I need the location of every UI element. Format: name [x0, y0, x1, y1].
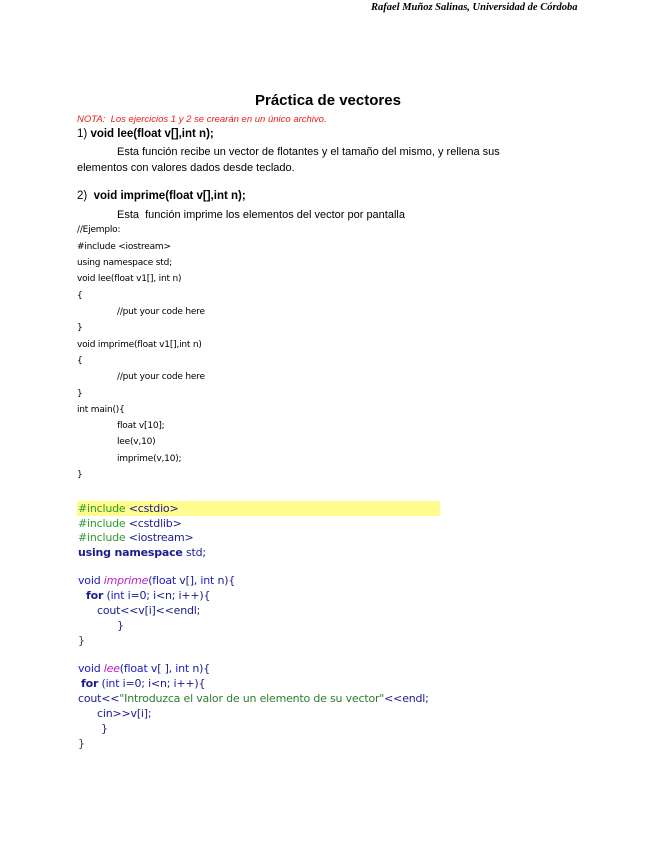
- exercise-2-desc-line1: Esta función imprime los elementos del vector por pantalla: [117, 209, 405, 221]
- example-line: {: [77, 291, 83, 301]
- example-line: //put your code here: [117, 372, 205, 382]
- code-line-include-cstdio: [78, 502, 178, 515]
- code-token: <cstdlib>: [125, 517, 182, 530]
- example-line: //put your code here: [117, 307, 205, 317]
- code-line-imprime-signature: [78, 574, 235, 587]
- code-token: int: [200, 574, 215, 587]
- code-token: n){: [214, 574, 236, 587]
- code-token: float: [152, 574, 177, 587]
- example-line: #include <iostream>: [77, 242, 171, 252]
- exercise-1-desc-line2: elementos con valores dados desde teclado.: [77, 162, 295, 174]
- code-token: #include: [78, 502, 126, 515]
- note: NOTA: Los ejercicios 1 y 2 se crearán en un único archivo.: [77, 114, 327, 125]
- code-token: for: [81, 677, 99, 690]
- code-token: void: [78, 662, 104, 675]
- code-token: for: [86, 589, 104, 602]
- code-token: imprime: [103, 574, 149, 587]
- exercise-2-number: 2): [77, 190, 88, 202]
- code-token: (: [119, 662, 124, 675]
- example-line: }: [77, 323, 83, 333]
- example-line: void imprime(float v1[],int n): [77, 340, 202, 350]
- code-token: int: [110, 589, 125, 602]
- code-token: i=0; i<n; i++){: [119, 677, 206, 690]
- code-token: #include: [78, 517, 126, 530]
- code-line-include-iostream: [78, 531, 194, 544]
- exercise-2-signature: void imprime(float v[],int n);: [93, 190, 246, 202]
- example-line: imprime(v,10);: [117, 454, 182, 464]
- code-line-imprime-cout: cout<<v[i]<<endl;: [97, 604, 201, 617]
- example-line: }: [77, 470, 83, 480]
- code-line-imprime-for: [86, 589, 210, 602]
- example-line: lee(v,10): [117, 437, 156, 447]
- code-token: v[],: [176, 574, 201, 587]
- exercise-1-signature: void lee(float v[],int n);: [90, 128, 214, 140]
- code-string: "Introduzca el valor de un elemento de su vector": [119, 692, 385, 705]
- code-line-imprime-close-inner: }: [117, 619, 124, 632]
- code-token: int: [105, 677, 120, 690]
- example-line: {: [77, 356, 83, 366]
- code-token: <<endl;: [384, 692, 429, 705]
- code-line-lee-close-inner: }: [101, 722, 108, 735]
- code-token: (: [98, 677, 106, 690]
- code-token: i=0; i<n; i++){: [124, 589, 211, 602]
- code-line-lee-cout: [78, 692, 429, 705]
- page-header-author: Rafael Muñoz Salinas, Universidad de Córdoba: [371, 2, 578, 13]
- example-line: using namespace std;: [77, 258, 172, 268]
- example-line: float v[10];: [117, 421, 165, 431]
- page-title: Práctica de vectores: [255, 92, 401, 109]
- example-line: }: [77, 389, 83, 399]
- code-token: #include: [78, 531, 126, 544]
- code-line-lee-cin: cin>>v[i];: [97, 707, 152, 720]
- code-token: (: [148, 574, 153, 587]
- code-line-imprime-close: }: [78, 634, 85, 647]
- code-token: int: [175, 662, 190, 675]
- code-line-lee-for: [81, 677, 205, 690]
- code-token: void: [78, 574, 104, 587]
- code-token: using namespace: [78, 546, 183, 559]
- code-line-lee-close: }: [78, 737, 85, 750]
- code-token: (: [103, 589, 111, 602]
- code-token: <cstdio>: [125, 502, 179, 515]
- exercise-1-heading: [77, 128, 214, 140]
- code-token: <iostream>: [125, 531, 194, 544]
- code-line-lee-signature: [78, 662, 210, 675]
- code-line-using: [78, 546, 206, 559]
- example-line: void lee(float v1[], int n): [77, 274, 182, 284]
- code-token: cout<<: [78, 692, 120, 705]
- example-line: int main(){: [77, 405, 125, 415]
- code-token: std;: [182, 546, 206, 559]
- exercise-2-heading: [77, 190, 246, 202]
- example-label: //Ejemplo:: [77, 225, 121, 235]
- exercise-1-desc-line1: Esta función recibe un vector de flotantes y el tamaño del mismo, y rellena sus: [117, 146, 500, 158]
- code-token: float: [123, 662, 148, 675]
- exercise-1-number: 1): [77, 128, 88, 140]
- code-token: v[ ],: [147, 662, 176, 675]
- code-token: n){: [189, 662, 210, 675]
- code-line-include-cstdlib: [78, 517, 182, 530]
- code-token: lee: [103, 662, 120, 675]
